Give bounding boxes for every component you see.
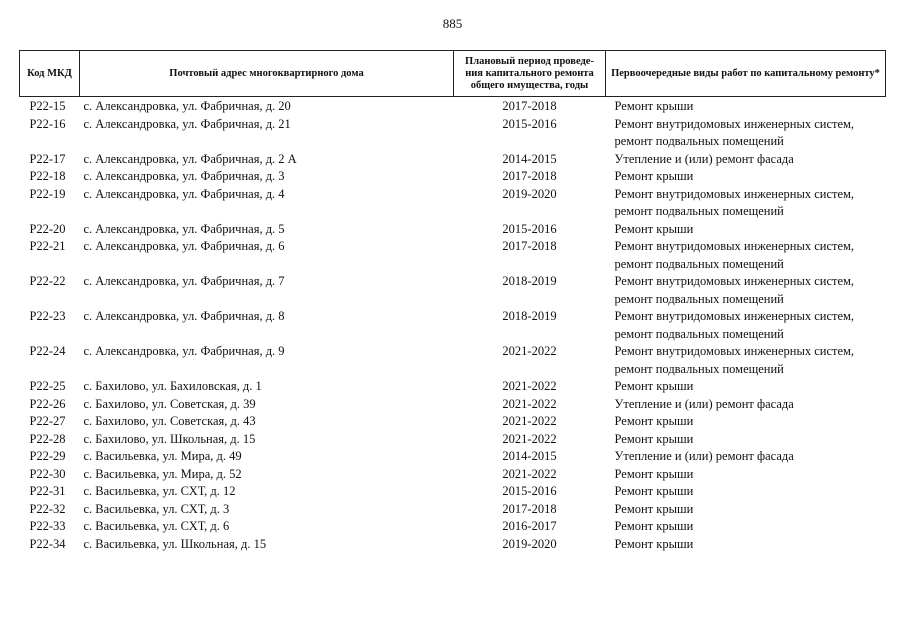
cell-works: Ремонт крыши xyxy=(614,99,694,113)
capital-repair-table xyxy=(19,50,886,553)
cell-works: Ремонт крыши xyxy=(614,379,694,393)
cell-period: 2021-2022 xyxy=(502,466,557,481)
cell-period: 2016-2017 xyxy=(502,519,557,533)
table-row xyxy=(20,238,886,273)
cell-address: с. Васильевка, ул. Мира, д. 52 xyxy=(83,466,242,481)
header-period: Плановый период проведе-ния капитального ремонта общего имущества, годы xyxy=(454,51,606,97)
cell-address: с. Александровка, ул. Фабричная, д. 9 xyxy=(83,344,285,358)
cell-works: Утепление и (или) ремонт фасада xyxy=(614,449,794,463)
table-row xyxy=(20,221,886,239)
cell-code: Р22-27 xyxy=(29,414,66,428)
cell-address: с. Александровка, ул. Фабричная, д. 8 xyxy=(83,309,285,323)
cell-code: Р22-26 xyxy=(29,396,66,411)
cell-period: 2014-2015 xyxy=(502,151,557,166)
page-number: 885 xyxy=(442,16,463,31)
cell-code: Р22-20 xyxy=(29,221,66,236)
table-body xyxy=(20,97,886,554)
cell-period: 2021-2022 xyxy=(502,396,557,411)
cell-period: 2015-2016 xyxy=(502,484,557,498)
cell-works: Ремонт внутридомовых инженерных систем, ремонт подвальных помещений xyxy=(614,274,855,306)
cell-works: Ремонт крыши xyxy=(614,501,694,516)
cell-period: 2018-2019 xyxy=(502,309,557,323)
cell-period: 2021-2022 xyxy=(502,431,557,446)
cell-period: 2017-2018 xyxy=(502,169,557,183)
cell-address: с. Александровка, ул. Фабричная, д. 20 xyxy=(83,99,291,113)
cell-period: 2018-2019 xyxy=(502,274,557,288)
cell-works: Ремонт крыши xyxy=(614,466,694,481)
cell-works: Ремонт крыши xyxy=(614,431,694,446)
cell-period: 2021-2022 xyxy=(502,379,557,393)
table-row xyxy=(20,308,886,343)
cell-code: Р22-25 xyxy=(29,379,66,393)
cell-code: Р22-31 xyxy=(29,484,66,498)
cell-period: 2019-2020 xyxy=(502,536,557,551)
cell-code: Р22-28 xyxy=(29,431,66,446)
table-row xyxy=(20,483,886,501)
table-row xyxy=(20,151,886,169)
table-row xyxy=(20,466,886,484)
table-row xyxy=(20,168,886,186)
cell-period: 2021-2022 xyxy=(502,414,557,428)
cell-code: Р22-30 xyxy=(29,466,66,481)
table-row xyxy=(20,518,886,536)
table-row xyxy=(20,273,886,308)
cell-period: 2017-2018 xyxy=(502,501,557,516)
cell-address: с. Бахилово, ул. Школьная, д. 15 xyxy=(83,431,256,446)
cell-address: с. Александровка, ул. Фабричная, д. 7 xyxy=(83,274,285,288)
cell-code: Р22-16 xyxy=(29,116,66,131)
cell-address: с. Александровка, ул. Фабричная, д. 2 А xyxy=(83,151,297,166)
table-row xyxy=(20,186,886,221)
cell-code: Р22-32 xyxy=(29,501,66,516)
cell-works: Ремонт внутридомовых инженерных систем, ремонт подвальных помещений xyxy=(614,239,855,271)
cell-period: 2017-2018 xyxy=(502,99,557,113)
table-row xyxy=(20,396,886,414)
cell-code: Р22-15 xyxy=(29,99,66,113)
table-row xyxy=(20,378,886,396)
cell-address: с. Васильевка, ул. Школьная, д. 15 xyxy=(83,536,267,551)
cell-address: с. Васильевка, ул. Мира, д. 49 xyxy=(83,449,242,463)
cell-works: Ремонт крыши xyxy=(614,221,694,236)
cell-period: 2015-2016 xyxy=(502,221,557,236)
table-row xyxy=(20,97,886,116)
cell-code: Р22-29 xyxy=(29,449,66,463)
cell-works: Ремонт крыши xyxy=(614,414,694,428)
table-header-row xyxy=(20,51,886,97)
cell-code: Р22-22 xyxy=(29,274,66,288)
table-row xyxy=(20,116,886,151)
cell-works: Ремонт крыши xyxy=(614,169,694,183)
cell-address: с. Александровка, ул. Фабричная, д. 4 xyxy=(83,186,285,201)
cell-works: Ремонт внутридомовых инженерных систем, ремонт подвальных помещений xyxy=(614,116,855,148)
cell-works: Ремонт крыши xyxy=(614,519,694,533)
cell-address: с. Александровка, ул. Фабричная, д. 5 xyxy=(83,221,285,236)
cell-code: Р22-21 xyxy=(29,239,66,253)
cell-works: Утепление и (или) ремонт фасада xyxy=(614,396,794,411)
table-row xyxy=(20,448,886,466)
cell-address: с. Бахилово, ул. Советская, д. 39 xyxy=(83,396,256,411)
cell-address: с. Васильевка, ул. СХТ, д. 3 xyxy=(83,501,230,516)
cell-works: Ремонт крыши xyxy=(614,536,694,551)
cell-works: Ремонт внутридомовых инженерных систем, ремонт подвальных помещений xyxy=(614,309,855,341)
cell-period: 2017-2018 xyxy=(502,239,557,253)
table-row xyxy=(20,431,886,449)
cell-address: с. Бахилово, ул. Бахиловская, д. 1 xyxy=(83,379,262,393)
cell-period: 2014-2015 xyxy=(502,449,557,463)
table-row xyxy=(20,536,886,554)
cell-code: Р22-34 xyxy=(29,536,66,551)
header-works: Первоочередные виды работ по капитальному ремонту* xyxy=(606,51,886,97)
cell-works: Ремонт внутридомовых инженерных систем, ремонт подвальных помещений xyxy=(614,186,855,218)
table-row xyxy=(20,343,886,378)
cell-code: Р22-19 xyxy=(29,186,66,201)
cell-code: Р22-23 xyxy=(29,309,66,323)
cell-address: с. Васильевка, ул. СХТ, д. 6 xyxy=(83,519,230,533)
cell-address: с. Александровка, ул. Фабричная, д. 21 xyxy=(83,116,291,131)
cell-period: 2021-2022 xyxy=(502,344,557,358)
cell-period: 2015-2016 xyxy=(502,116,557,131)
table-row xyxy=(20,413,886,431)
header-code: Код МКД xyxy=(20,51,80,97)
header-address: Почтовый адрес многоквартирного дома xyxy=(80,51,454,97)
cell-address: с. Бахилово, ул. Советская, д. 43 xyxy=(83,414,256,428)
cell-address: с. Васильевка, ул. СХТ, д. 12 xyxy=(83,484,236,498)
cell-code: Р22-17 xyxy=(29,151,66,166)
cell-address: с. Александровка, ул. Фабричная, д. 6 xyxy=(83,239,285,253)
cell-period: 2019-2020 xyxy=(502,186,557,201)
table-row xyxy=(20,501,886,519)
cell-works: Утепление и (или) ремонт фасада xyxy=(614,151,794,166)
cell-works: Ремонт внутридомовых инженерных систем, ремонт подвальных помещений xyxy=(614,344,855,376)
cell-code: Р22-33 xyxy=(29,519,66,533)
cell-works: Ремонт крыши xyxy=(614,484,694,498)
cell-address: с. Александровка, ул. Фабричная, д. 3 xyxy=(83,169,285,183)
cell-code: Р22-24 xyxy=(29,344,66,358)
cell-code: Р22-18 xyxy=(29,169,66,183)
